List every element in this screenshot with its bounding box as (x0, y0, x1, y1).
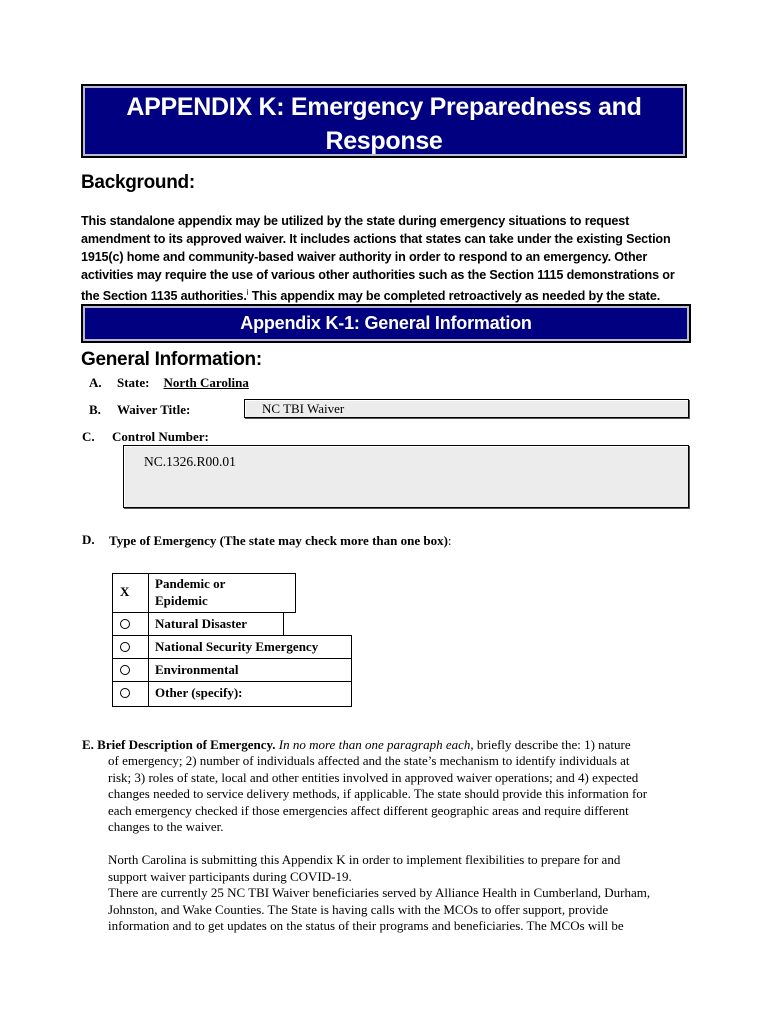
radio-natural-disaster[interactable] (112, 612, 149, 636)
waiver-title-field[interactable] (244, 399, 689, 418)
natural-disaster-label: Natural Disaster (155, 616, 248, 631)
brief-description-line1-rest: , briefly describe the: 1) nature (470, 737, 631, 752)
environmental-label: Environmental (155, 662, 239, 677)
option-other (148, 681, 352, 707)
background-line: activities may require the use of various other authorities such as the Section 1115 demonstrations or (81, 268, 675, 282)
option-natural-disaster (148, 612, 284, 636)
emergency-type-colon: : (447, 533, 452, 548)
pandemic-label-1: Pandemic or (155, 576, 226, 591)
background-line: 1915(c) home and community-based waiver authority in order to respond to an emergency. Other (81, 250, 648, 264)
appendix-title-banner (81, 84, 687, 158)
radio-circle-icon (120, 642, 130, 652)
pandemic-check-mark: X (120, 584, 130, 599)
footnote-marker[interactable]: i (246, 288, 249, 297)
control-number-value: NC.1326.R00.01 (144, 454, 236, 469)
response-line: information and to get updates on the status of their programs and beneficiaries. The MCOs will be (108, 918, 624, 933)
checkbox-pandemic[interactable] (112, 573, 149, 613)
radio-national-security[interactable] (112, 635, 149, 659)
section-banner: Appendix K-1: General Information (81, 304, 691, 343)
control-number-field[interactable] (123, 445, 689, 508)
response-line: North Carolina is submitting this Appendix K in order to implement flexibilities to prepare for and (108, 852, 621, 867)
brief-description-instructions (108, 753, 708, 836)
background-last-line-b: This appendix may be completed retroactively as needed by the state. (248, 289, 661, 304)
waiver-title-letter: B. (89, 402, 101, 417)
radio-circle-icon (120, 665, 130, 675)
instruction-line: changes needed to service delivery methods, if applicable. The state should provide this information for (108, 786, 648, 801)
state-label: State: (117, 375, 150, 390)
radio-circle-icon (120, 688, 130, 698)
instruction-line: each emergency checked if those emergencies affect different geographic areas and require different (108, 802, 629, 818)
brief-description-label: Brief Description of Emergency. (97, 737, 276, 752)
brief-description-italic: In no more than one paragraph each (278, 737, 471, 752)
emergency-type-heading (109, 532, 452, 550)
waiver-title-value: NC TBI Waiver (262, 401, 345, 416)
state-response-text[interactable] (108, 852, 708, 935)
general-info-heading: General Information: (81, 349, 262, 370)
appendix-title-line1: APPENDIX K: Emergency Preparedness and (126, 93, 642, 121)
state-value[interactable]: North Carolina (163, 375, 249, 390)
state-letter: A. (89, 375, 102, 390)
waiver-title-label: Waiver Title: (117, 402, 191, 417)
state-row (117, 375, 382, 391)
background-line: amendment to its approved waiver. It includes actions that states can take under the existing Section (81, 232, 671, 246)
national-security-label: National Security Emergency (155, 639, 319, 654)
response-line: support waiver participants during COVID-19. (108, 868, 352, 884)
control-number-label: Control Number: (112, 429, 209, 444)
background-heading: Background: (81, 172, 195, 193)
background-paragraph (81, 212, 691, 305)
other-label: Other (specify): (155, 685, 243, 700)
brief-description-first-line (82, 737, 692, 754)
response-line: There are currently 25 NC TBI Waiver beneficiaries served by Alliance Health in Cumberland, Durham, (108, 885, 651, 900)
background-line: This standalone appendix may be utilized by the state during emergency situations to request (81, 214, 630, 228)
background-line (81, 284, 691, 305)
radio-circle-icon (120, 619, 130, 629)
radio-other[interactable] (112, 681, 149, 707)
option-pandemic (148, 573, 296, 613)
instruction-line: risk; 3) roles of state, local and other entities involved in approved waiver operations; and 4) expected (108, 769, 639, 785)
option-environmental (148, 658, 352, 682)
brief-description-letter: E. (82, 737, 94, 752)
pandemic-label-2: Epidemic (155, 593, 208, 608)
control-number-letter: C. (82, 429, 95, 444)
response-line: Johnston, and Wake Counties. The State is having calls with the MCOs to offer support, provide (108, 901, 609, 917)
instruction-line: changes to the waiver. (108, 819, 224, 834)
emergency-type-label: Type of Emergency (The state may check more than one box) (109, 533, 448, 548)
radio-environmental[interactable] (112, 658, 149, 682)
instruction-line: of emergency; 2) number of individuals affected and the state’s mechanism to identify individuals at (108, 753, 630, 768)
emergency-type-letter: D. (82, 532, 95, 547)
appendix-title-line2: Response (325, 127, 443, 155)
background-last-line-a: the Section 1135 authorities. (81, 289, 247, 304)
option-national-security (148, 635, 352, 659)
